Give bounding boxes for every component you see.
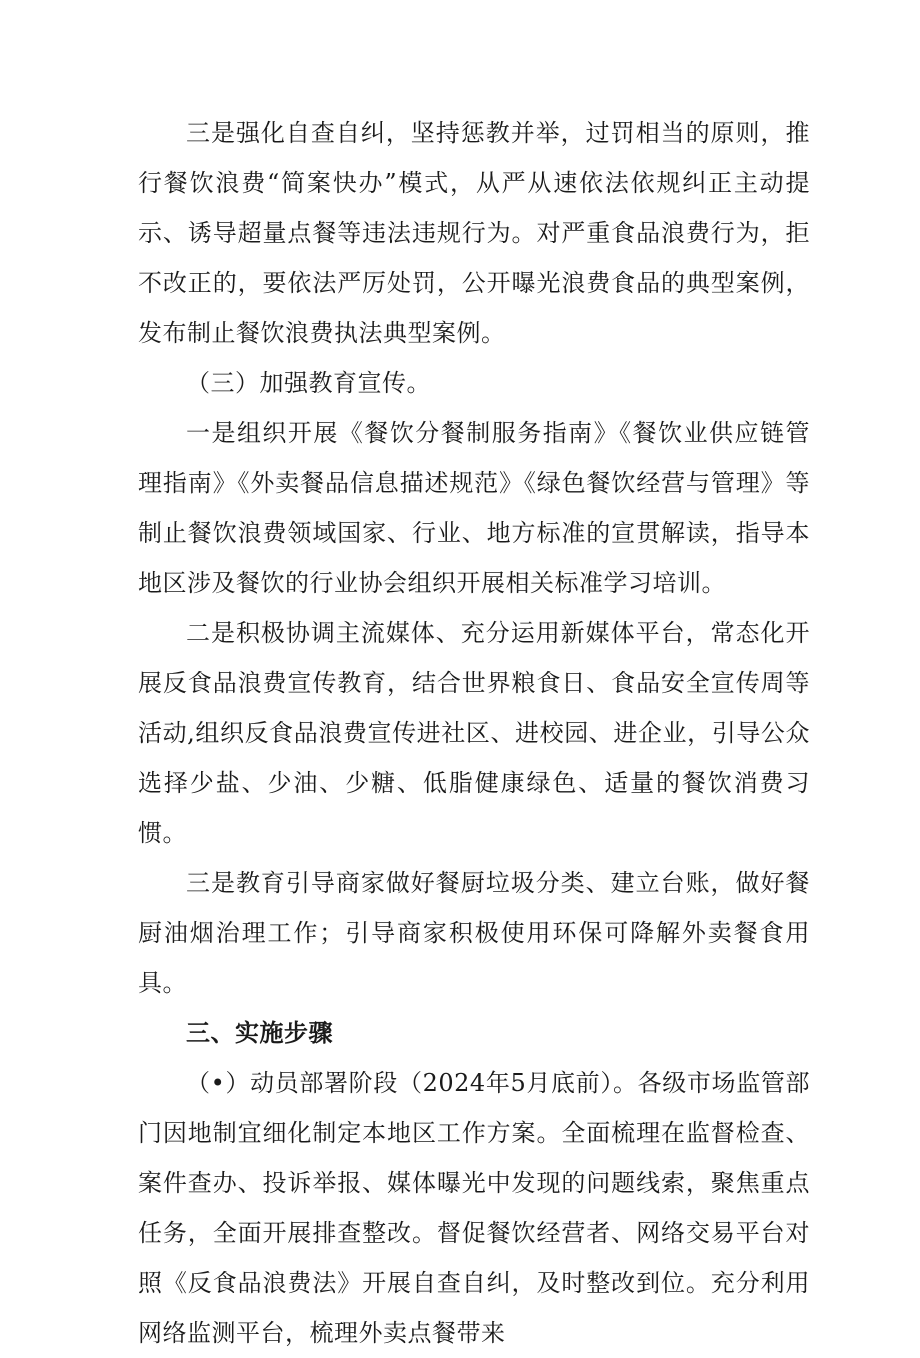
paragraph-standards: 一是组织开展《餐饮分餐制服务指南》《餐饮业供应链管理指南》《外卖餐品信息描述规范》《绿色餐饮经营与管理》等制止餐饮浪费领域国家、行业、地方标准的宣贯解读，指导本地区涉及餐饮的行业协会组织开展相关标准学习培训。 — [138, 419, 810, 597]
paragraph-media: 二是积极协调主流媒体、充分运用新媒体平台，常态化开展反食品浪费宣传教育，结合世界粮食日、食品安全宣传周等活动,组织反食品浪费宣传进社区、进校园、进企业，引导公众选择少盐、少油、少糖、低脂健康绿色、适量的餐饮消费习惯。 — [138, 619, 810, 847]
paragraph-self-inspection: 三是强化自查自纠，坚持惩教并举，过罚相当的原则，推行餐饮浪费“简案快办”模式，从严从速依法依规纠正主动提示、诱导超量点餐等违法违规行为。对严重食品浪费行为，拒不改正的，要依法严厉处罚，公开曝光浪费食品的典型案例，发布制止餐饮浪费执法典型案例。 — [138, 119, 810, 347]
paragraph-mobilization: （•）动员部署阶段（2024年5月底前）。各级市场监管部门因地制宜细化制定本地区工作方案。全面梳理在监督检查、案件查办、投诉举报、媒体曝光中发现的问题线索，聚焦重点任务，全面开展排查整改。督促餐饮经营者、网络交易平台对照《反食品浪费法》开展自查自纠，及时整改到位。充分利用网络监测平台，梳理外卖点餐带来 — [138, 1069, 810, 1347]
paragraph-merchants: 三是教育引导商家做好餐厨垃圾分类、建立台账，做好餐厨油烟治理工作；引导商家积极使用环保可降解外卖餐食用具。 — [138, 869, 810, 997]
document-body — [138, 108, 810, 1358]
section-heading-steps: 三、实施步骤 — [186, 1019, 333, 1047]
section-education-title: （三）加强教育宣传。 — [186, 369, 431, 397]
